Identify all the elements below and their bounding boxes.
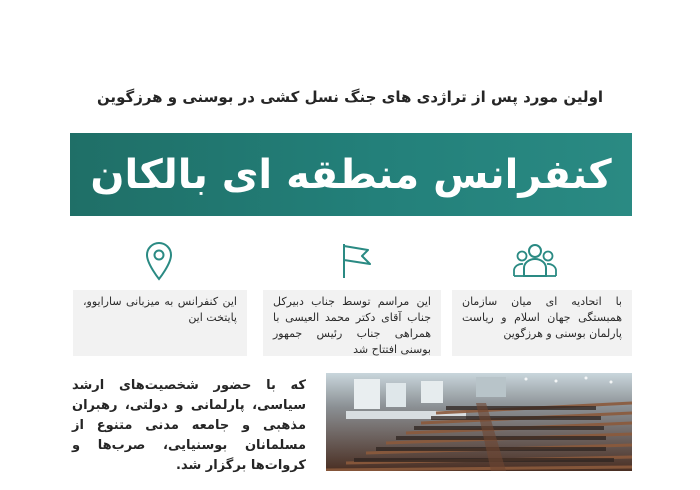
page-title: کنفرانس منطقه ای بالکان xyxy=(90,151,612,198)
info-card-opening: این مراسم توسط جناب دبیرکل جناب آقای دکتر محمد العیسی با همراهی جناب رئیس جمهور بوسنی افتتاح شد xyxy=(263,290,441,356)
flag-icon xyxy=(332,238,378,282)
info-card-partnership: با اتحادیه ای میان سازمان همبستگی جهان اسلام و ریاست پارلمان بوسنی و هرزگوین xyxy=(452,290,632,356)
conference-hall-photo xyxy=(326,373,632,471)
people-group-icon xyxy=(512,238,558,282)
location-pin-icon xyxy=(136,238,182,282)
description-paragraph: که با حضور شخصیت‌های ارشد سیاسی، پارلمانی و دولتی، رهبران مذهبی و جامعه مدنی متنوع از مسلمانان بوسنیایی، صرب‌ها و کروات‌ها برگزار شد. xyxy=(72,378,306,473)
subtitle: اولین مورد پس از تراژدی های جنگ نسل کشی در بوسنی و هرزگوین xyxy=(96,88,604,106)
info-card-venue: این کنفرانس به میزبانی سارایوو، پایتخت این xyxy=(73,290,247,356)
title-banner xyxy=(70,133,632,216)
